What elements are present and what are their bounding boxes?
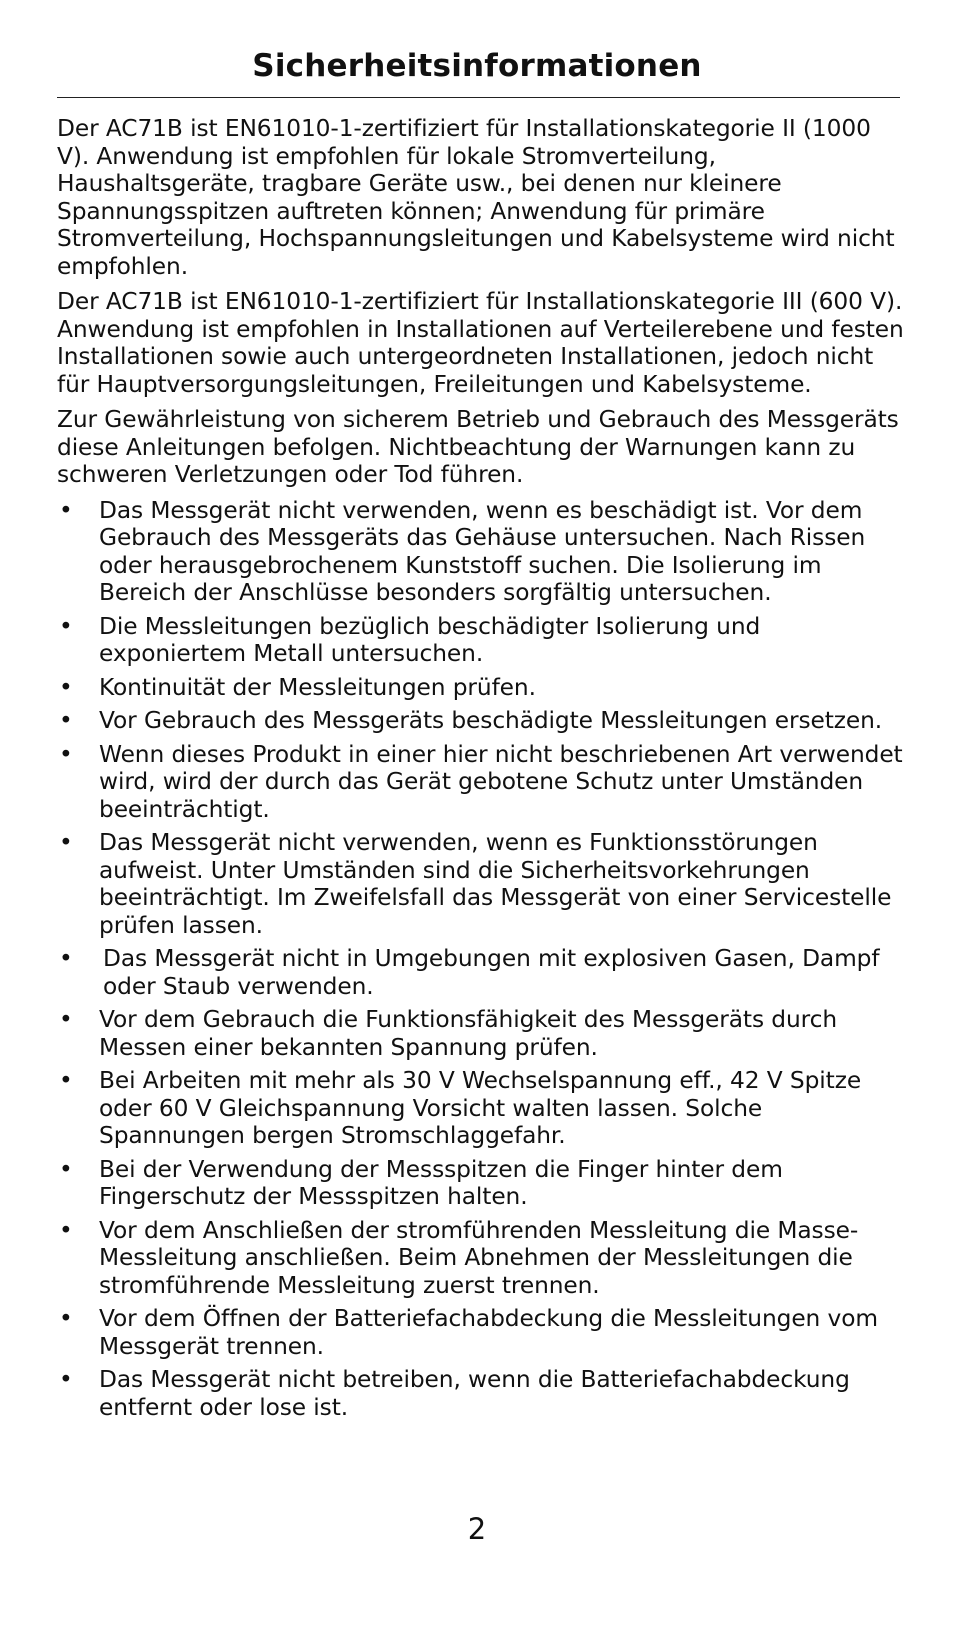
- bullet-icon: •: [59, 1006, 73, 1033]
- list-item: [57, 497, 907, 607]
- bullet-icon: •: [59, 1067, 73, 1094]
- bullet-icon: •: [59, 1366, 73, 1393]
- bullet-icon: •: [59, 829, 73, 856]
- intro-paragraph-2: Der AC71B ist EN61010-1-zertifiziert für Installationskategorie III (600 V). Anwendung ist empfohlen in Installationen auf Verteilerebene und festen Installationen sowie auch untergeordneten Installationen, jedoch nicht für Hauptversorgungsleitungen, Freileitungen und Kabelsysteme.: [57, 288, 904, 398]
- list-item-text: Das Messgerät nicht betreiben, wenn die Batteriefachabdeckung entfernt oder lose ist.: [99, 1366, 850, 1421]
- list-item: [57, 613, 907, 668]
- list-item-text: Bei der Verwendung der Messspitzen die Finger hinter dem Fingerschutz der Messspitzen halten.: [99, 1155, 783, 1210]
- page-body: [57, 115, 907, 1427]
- title-divider: [57, 97, 900, 98]
- list-item-text: Vor dem Gebrauch die Funktionsfähigkeit des Messgeräts durch Messen einer bekannten Spannung prüfen.: [99, 1006, 837, 1061]
- list-item-text: Bei Arbeiten mit mehr als 30 V Wechselspannung eff., 42 V Spitze oder 60 V Gleichspannung Vorsicht walten lassen. Solche Spannungen bergen Stromschlaggefahr.: [99, 1067, 862, 1149]
- list-item: [57, 741, 907, 824]
- list-item: [57, 674, 907, 702]
- list-item: [57, 1366, 907, 1421]
- list-item: [57, 1217, 907, 1300]
- list-item: [57, 707, 907, 735]
- list-item: [57, 1156, 907, 1211]
- list-item-text: Vor dem Öffnen der Batteriefachabdeckung die Messleitungen vom Messgerät trennen.: [99, 1305, 878, 1360]
- list-item-text: Wenn dieses Produkt in einer hier nicht beschriebenen Art verwendet wird, wird der durch das Gerät gebotene Schutz unter Umständen beeinträchtigt.: [99, 740, 903, 823]
- list-item-text: Die Messleitungen bezüglich beschädigter Isolierung und exponiertem Metall untersuchen.: [99, 612, 761, 667]
- bullet-icon: •: [59, 1305, 73, 1332]
- bullet-icon: •: [59, 496, 73, 524]
- list-item-text: Vor dem Anschließen der stromführenden Messleitung die Masse-Messleitung anschließen. Beim Abnehmen der Messleitungen die stromführende Messleitung zuerst trennen.: [99, 1216, 859, 1299]
- list-item: [57, 1067, 907, 1150]
- intro-paragraph-1: Der AC71B ist EN61010-1-zertifiziert für Installationskategorie II (1000 V). Anwendung ist empfohlen für lokale Stromverteilung, Haushaltsgeräte, tragbare Geräte usw., bei denen nur kleinere Spannungsspitzen auftreten können; Anwendung für primäre Stromverteilung, Hochspannungsleitungen und Kabelsysteme wird nicht empfohlen.: [57, 115, 895, 280]
- safety-list: [57, 497, 907, 1422]
- list-item-text: Das Messgerät nicht in Umgebungen mit explosiven Gasen, Dampf oder Staub verwenden.: [103, 945, 880, 1000]
- list-item: [57, 945, 907, 1000]
- list-item: [57, 1006, 907, 1061]
- intro-paragraph-3: Zur Gewährleistung von sicherem Betrieb und Gebrauch des Messgeräts diese Anleitungen befolgen. Nichtbeachtung der Warnungen kann zu schweren Verletzungen oder Tod führen.: [57, 406, 899, 488]
- list-item: [57, 829, 907, 939]
- page-title: Sicherheitsinformationen: [252, 48, 702, 84]
- bullet-icon: •: [59, 673, 73, 701]
- list-item-text: Kontinuität der Messleitungen prüfen.: [99, 673, 536, 701]
- list-item: [57, 1305, 907, 1360]
- bullet-icon: •: [59, 1216, 73, 1244]
- list-item-text: Das Messgerät nicht verwenden, wenn es beschädigt ist. Vor dem Gebrauch des Messgeräts das Gehäuse untersuchen. Nach Rissen oder herausgebrochenem Kunststoff suchen. Die Isolierung im Bereich der Anschlüsse besonders sorgfältig untersuchen.: [99, 496, 866, 606]
- bullet-icon: •: [59, 945, 73, 972]
- page-number: 2: [467, 1512, 487, 1546]
- bullet-icon: •: [59, 707, 73, 734]
- bullet-icon: •: [59, 612, 73, 640]
- bullet-icon: •: [59, 1155, 73, 1183]
- bullet-icon: •: [59, 740, 73, 768]
- list-item-text: Das Messgerät nicht verwenden, wenn es Funktionsstörungen aufweist. Unter Umständen sind die Sicherheitsvorkehrungen beeinträchtigt. Im Zweifelsfall das Messgerät von einer Servicestelle prüfen lassen.: [99, 829, 892, 939]
- list-item-text: Vor Gebrauch des Messgeräts beschädigte Messleitungen ersetzen.: [99, 707, 883, 734]
